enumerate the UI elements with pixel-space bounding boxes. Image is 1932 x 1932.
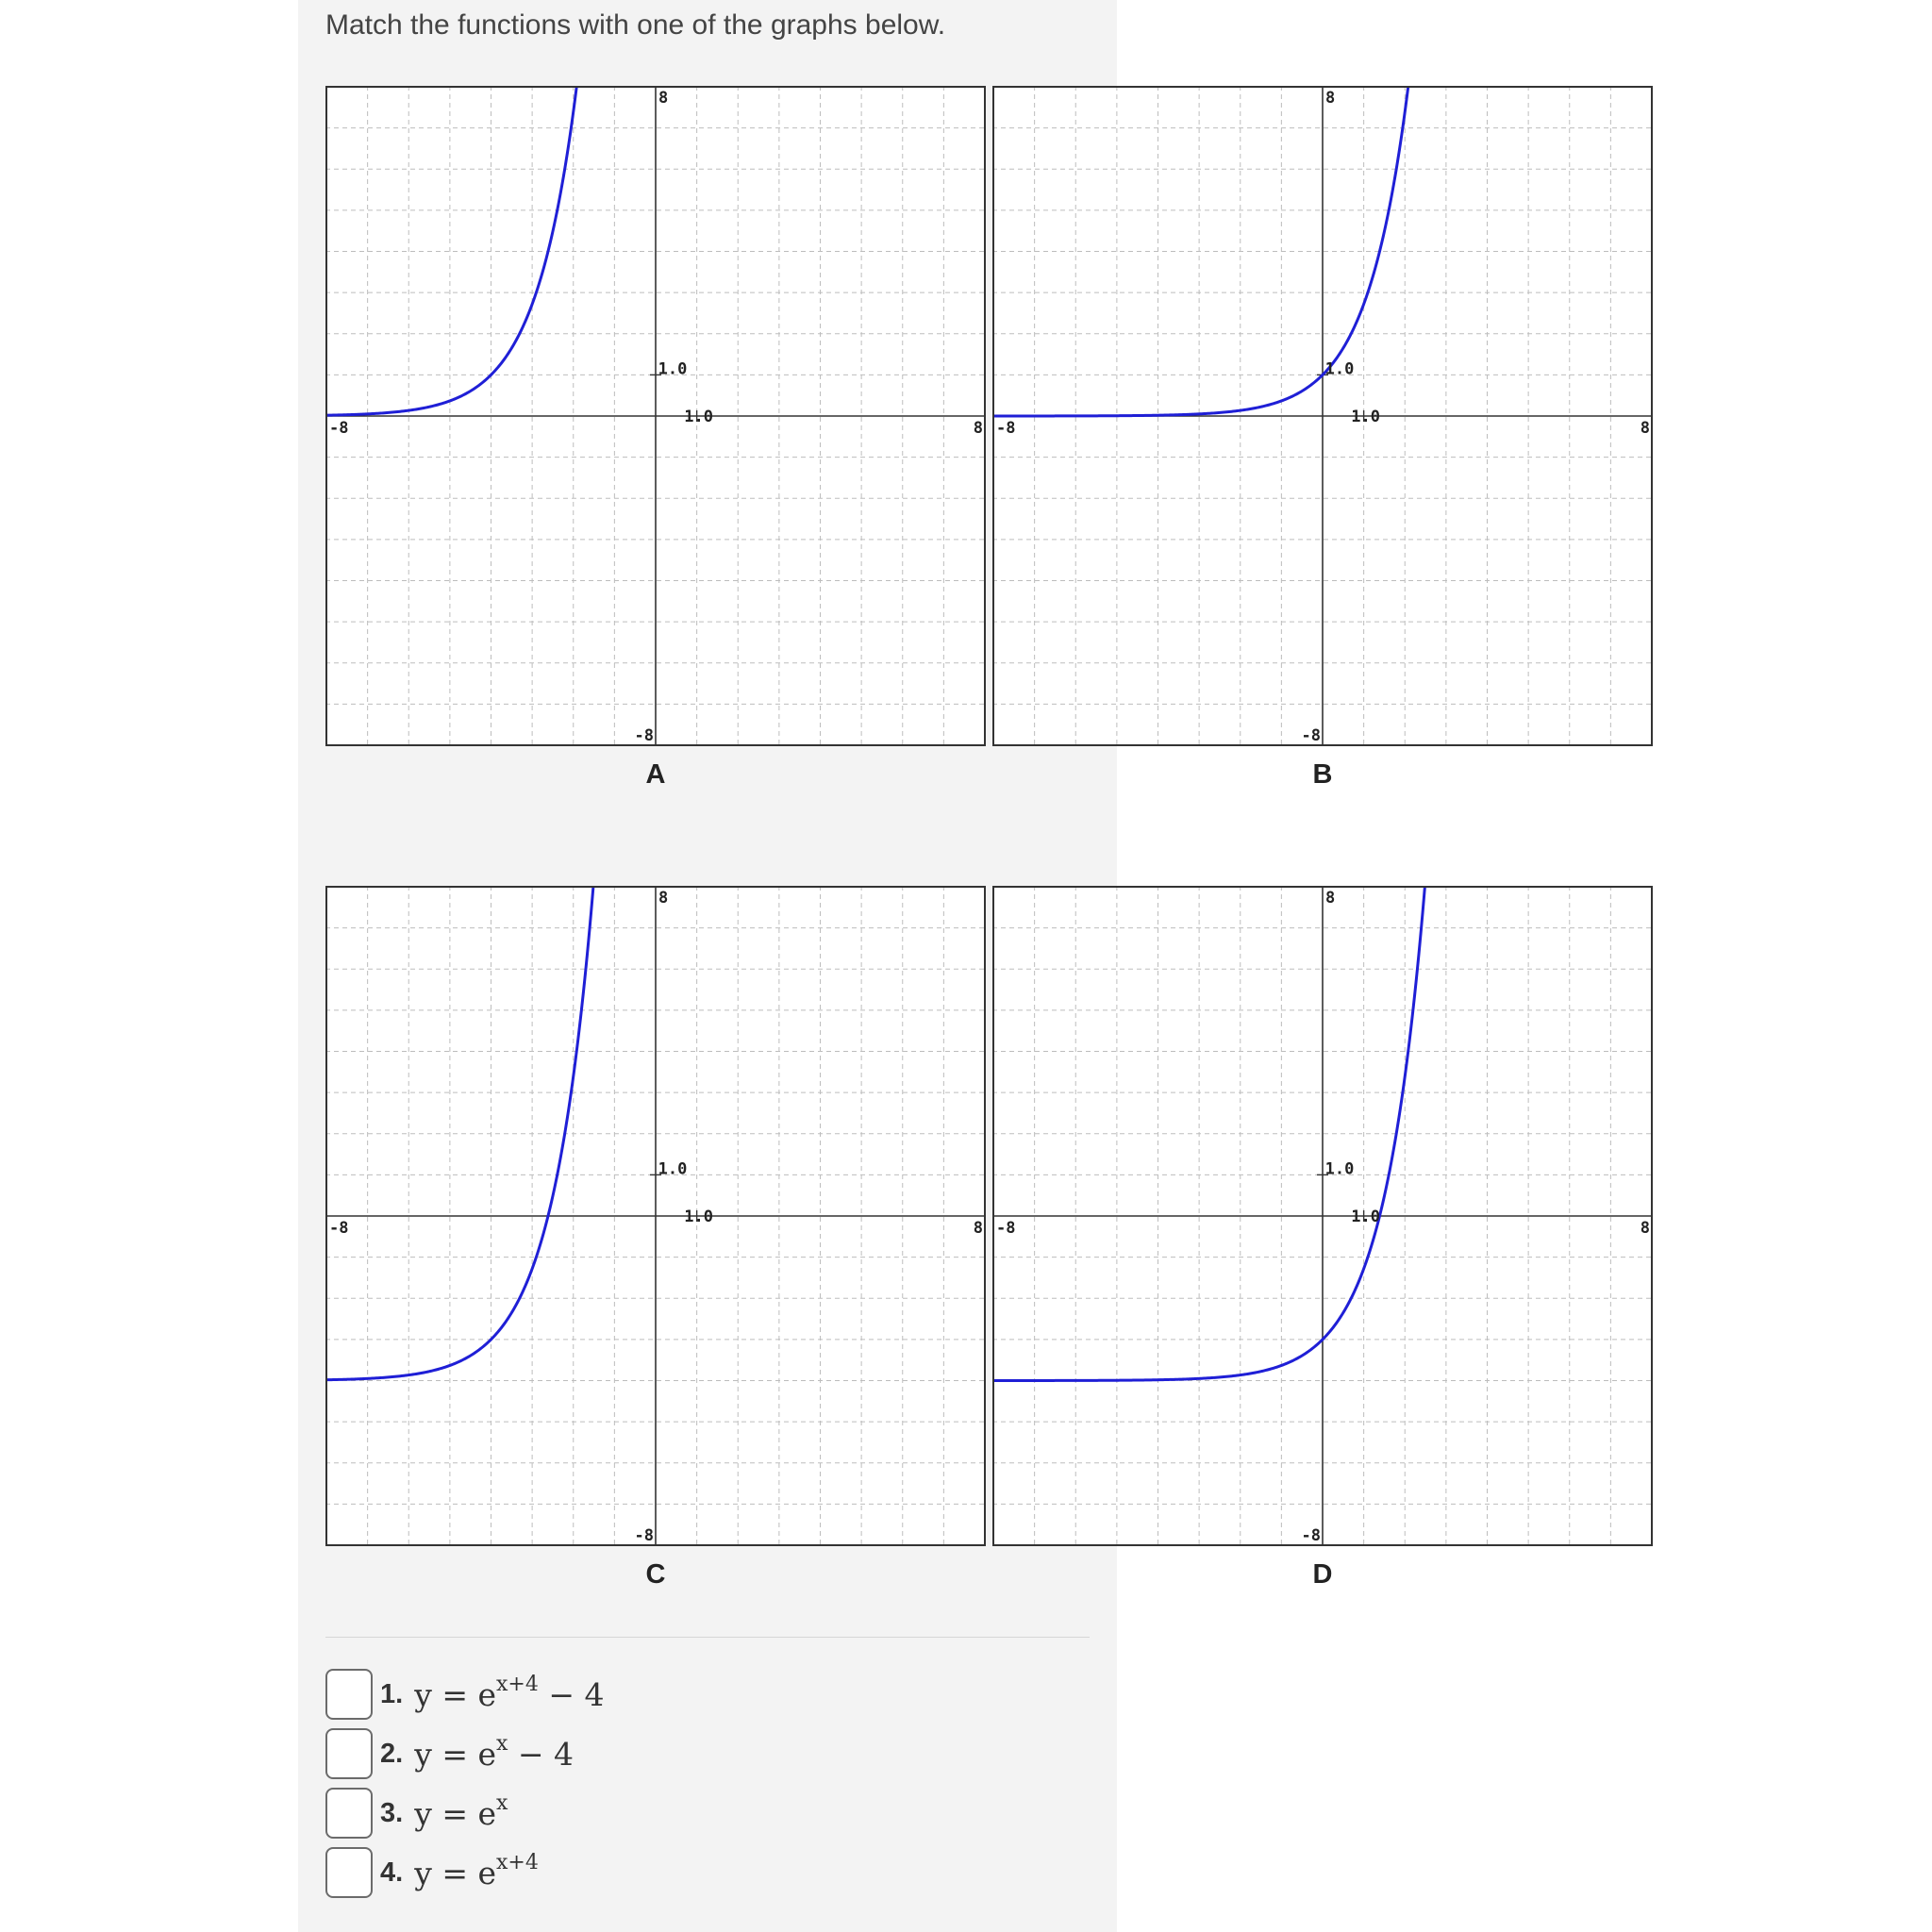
graph-a-plot bbox=[325, 86, 986, 746]
graph-d-x-max-label: 8 bbox=[1640, 1219, 1650, 1238]
graph-d-y-unit-label: 1.0 bbox=[1324, 1159, 1355, 1179]
graph-d-x-unit-label: 1.0 bbox=[1351, 1208, 1380, 1226]
section-divider bbox=[325, 1637, 1090, 1638]
graph-c-plot bbox=[325, 886, 986, 1546]
graph-b-y-max-label: 8 bbox=[1325, 89, 1336, 108]
answer-3-input[interactable] bbox=[325, 1788, 373, 1839]
graph-d-y-max-label: 8 bbox=[1325, 889, 1336, 908]
graph-b-plot bbox=[992, 86, 1653, 746]
graph-a bbox=[325, 86, 986, 746]
graph-c-y-max-label: 8 bbox=[658, 889, 669, 908]
graph-b-y-min-label: -8 bbox=[1301, 726, 1321, 745]
answer-3-expression: $y = e^x$ bbox=[414, 1790, 508, 1832]
answer-4-input[interactable] bbox=[325, 1847, 373, 1898]
graph-c bbox=[325, 886, 986, 1546]
graph-b-x-unit-label: 1.0 bbox=[1351, 408, 1380, 426]
answer-2-input[interactable] bbox=[325, 1728, 373, 1779]
graph-b bbox=[992, 86, 1653, 746]
question-prompt: Match the functions with one of the graphs below. bbox=[325, 9, 946, 41]
graph-c-label: C bbox=[645, 1559, 666, 1590]
graph-a-y-unit-label: 1.0 bbox=[658, 359, 688, 379]
graph-c-x-max-label: 8 bbox=[973, 1219, 983, 1238]
answer-option-3 bbox=[325, 1785, 508, 1841]
answer-4-number: 4. bbox=[380, 1857, 404, 1888]
graph-a-y-max-label: 8 bbox=[658, 89, 669, 108]
graph-d-label: D bbox=[1312, 1559, 1333, 1590]
answer-option-2 bbox=[325, 1725, 574, 1782]
graph-d-plot bbox=[992, 886, 1653, 1546]
graph-b-label: B bbox=[1312, 759, 1333, 790]
graph-c-y-unit-label: 1.0 bbox=[658, 1159, 688, 1179]
answer-3-number: 3. bbox=[380, 1797, 404, 1828]
graph-d-y-min-label: -8 bbox=[1301, 1526, 1321, 1545]
answer-2-number: 2. bbox=[380, 1738, 404, 1769]
graph-a-x-max-label: 8 bbox=[973, 419, 983, 438]
graph-c-x-unit-label: 1.0 bbox=[684, 1208, 713, 1226]
answer-option-4 bbox=[325, 1844, 539, 1901]
answer-2-expression: $y = e^x - 4$ bbox=[414, 1731, 575, 1773]
graph-b-x-min-label: -8 bbox=[996, 419, 1016, 438]
graph-c-x-min-label: -8 bbox=[329, 1219, 349, 1238]
graph-a-label: A bbox=[645, 759, 666, 790]
graph-c-y-min-label: -8 bbox=[634, 1526, 654, 1545]
answer-1-number: 1. bbox=[380, 1678, 404, 1709]
graph-a-x-min-label: -8 bbox=[329, 419, 349, 438]
answer-1-input[interactable] bbox=[325, 1669, 373, 1720]
answer-1-expression: $y = e^{x+4} - 4$ bbox=[414, 1672, 605, 1713]
graph-d-x-min-label: -8 bbox=[996, 1219, 1016, 1238]
graph-a-x-unit-label: 1.0 bbox=[684, 408, 713, 426]
graph-b-x-max-label: 8 bbox=[1640, 419, 1650, 438]
answer-option-1 bbox=[325, 1666, 604, 1723]
graph-b-y-unit-label: 1.0 bbox=[1324, 359, 1355, 379]
graph-d bbox=[992, 886, 1653, 1546]
graph-a-y-min-label: -8 bbox=[634, 726, 654, 745]
answer-4-expression: $y = e^{x+4}$ bbox=[414, 1850, 539, 1891]
